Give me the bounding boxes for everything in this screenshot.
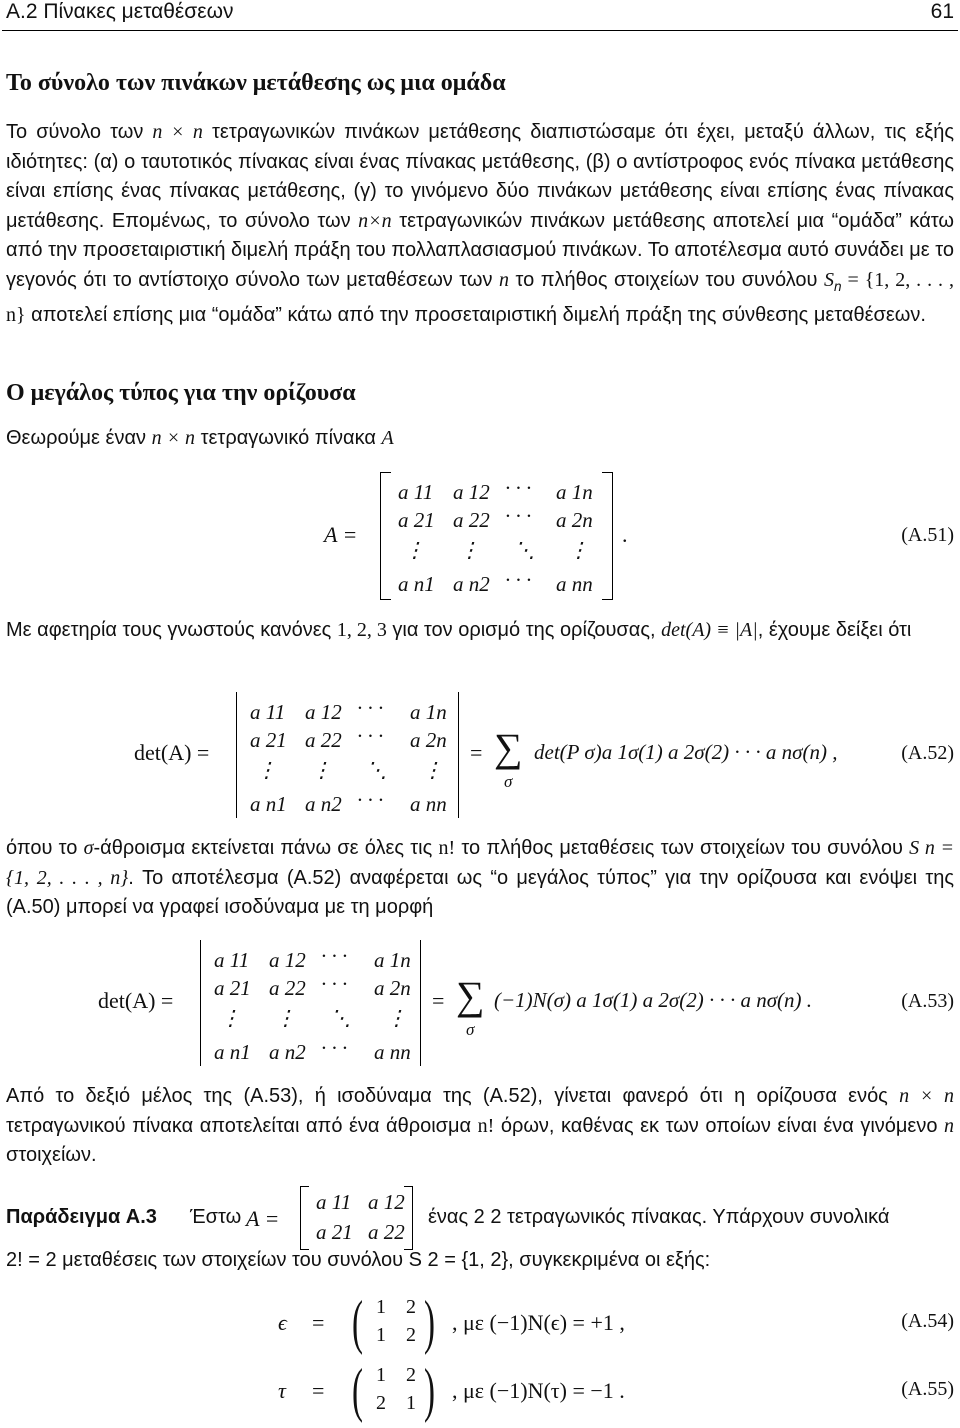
text: το πλήθος στοιχείων του συνόλου (509, 268, 824, 291)
right-bracket (602, 472, 613, 600)
matrix-cell: a 12 (368, 1190, 405, 1214)
section-title-group: Το σύνολο των πινάκων μετάθεσης ως μια ομάδα (6, 70, 506, 96)
text: . Το αποτέλεσμα (A.52) αναφέρεται ως “ο μεγάλος τύπος” για την ορίζουσα και ενόψει της (A.50) μπορεί να γραφεί ισοδύναμα με τη μορφή (6, 866, 955, 918)
matrix-cell: a 12 (305, 700, 342, 724)
math-nfact: n! (477, 1114, 495, 1137)
math-det: det(A) ≡ |A| (661, 619, 758, 641)
perm-symbol: ϵ (278, 1310, 287, 1335)
text: Θεωρούμε έναν (6, 427, 152, 449)
matrix-cell: a 22 (305, 728, 342, 752)
eq-rhs: (−1)N(σ) a 1σ(1) a 2σ(2) · · · a nσ(n) . (494, 988, 813, 1012)
perm-cell: 1 (406, 1392, 416, 1414)
matrix-cell: · · · (321, 972, 348, 996)
perm-cell: 2 (376, 1392, 386, 1414)
text: αποτελεί επίσης μια “ομάδα” κάτω από την προσεταιριστική διμελή πράξη της σύνθεσης μεταθέσεων. (25, 304, 926, 326)
text: όπου το (6, 837, 84, 859)
math-n: n (499, 268, 510, 291)
matrix-cell: a nn (374, 1040, 411, 1064)
text: , έχουμε δείξει ότι (757, 619, 912, 641)
perm-cell: 2 (406, 1296, 416, 1318)
det-bar-left (200, 940, 201, 1066)
equation-number: (A.52) (901, 742, 954, 764)
matrix-cell: a 1n (556, 480, 593, 504)
math-nxn: n × n (152, 121, 203, 143)
matrix-cell: a 1n (374, 948, 411, 972)
matrix-cell: a 11 (214, 948, 250, 972)
eq-equals: = (432, 988, 445, 1013)
text: τετραγωνικό πίνακα (195, 427, 382, 449)
paragraph-sigma-sum (6, 834, 954, 923)
matrix-cell: a n2 (305, 792, 342, 816)
matrix-cell: a n1 (214, 1040, 251, 1064)
math-nxn: n × n (899, 1085, 955, 1107)
matrix-cell: a 12 (269, 948, 306, 972)
matrix-cell: a nn (410, 792, 447, 816)
matrix-cell: a 21 (398, 508, 435, 532)
paragraph-rules (6, 616, 954, 646)
math-set: = {1, 2, . . . , n} (6, 268, 954, 326)
matrix-cell: a 2n (374, 976, 411, 1000)
perm-cell: 1 (376, 1324, 386, 1346)
det-bar-right (458, 692, 459, 818)
math-n: n (944, 1114, 954, 1137)
text: τετραγωνικών πινάκων μετάθεσης αποτελεί μια “ομάδα” κάτω από την προσεταιριστική διμελή πράξη του πολλαπλασιασμού πινάκων. Το αποτέλεσμα αυτό συνάδει με το γεγονός ότι το αντίστοιχο σύνολο των μεταθέσεων των (6, 209, 954, 291)
equation-number: (A.53) (901, 990, 954, 1012)
sum-symbol: ∑ (456, 973, 485, 1018)
running-header (2, 0, 958, 31)
math-nxn: n × n (151, 427, 196, 449)
equation-number: (A.51) (901, 524, 954, 546)
text: Το σύνολο των (6, 121, 153, 143)
math-A-eq: A = (246, 1206, 280, 1231)
eq-dot: . (622, 522, 628, 547)
matrix-cell: · · · (321, 1036, 348, 1060)
equation-number: (A.55) (901, 1378, 954, 1400)
text: για τον ορισμό της ορίζουσας, (386, 619, 662, 641)
text: 2! = 2 μεταθέσεις των στοιχείων του συνόλου S 2 = {1, 2}, συγκεκριμένα οι εξής: (6, 1249, 711, 1271)
sum-index: σ (504, 772, 513, 791)
matrix-cell: ⋮ (386, 1006, 407, 1030)
matrix-cell: ⋱ (366, 758, 387, 782)
text: Από το δεξιό μέλος της (A.53), ή ισοδύναμα της (A.52), γίνεται φανερό ότι η ορίζουσα ενός (6, 1085, 900, 1107)
text: στοιχείων. (6, 1144, 97, 1166)
matrix-cell: · · · (357, 724, 384, 748)
sum-index: σ (466, 1020, 475, 1039)
text: όρων, καθένας εκ των οποίων είναι ένα γινόμενο (494, 1114, 944, 1137)
matrix-cell: a n2 (269, 1040, 306, 1064)
det-bar-right (420, 940, 421, 1066)
perm-cell: 1 (376, 1364, 386, 1386)
matrix-cell: ⋮ (404, 538, 425, 562)
matrix-cell: · · · (505, 504, 532, 528)
matrix-cell: ⋮ (275, 1006, 296, 1030)
left-bracket (300, 1186, 309, 1250)
matrix-cell: a 21 (316, 1220, 353, 1244)
matrix-cell: ⋮ (311, 758, 332, 782)
det-bar-left (236, 692, 237, 818)
matrix-cell: a 22 (269, 976, 306, 1000)
text: τετραγωνικού πίνακα αποτελείται από ένα άθροισμα (6, 1114, 478, 1137)
left-paren: ( (352, 1357, 363, 1423)
perm-cell: 2 (406, 1364, 416, 1386)
perm-symbol: τ (278, 1378, 286, 1403)
matrix-cell: · · · (357, 788, 384, 812)
math-rules: 1, 2, 3 (336, 619, 387, 641)
text: Έστω (190, 1206, 242, 1228)
header-section-title: A.2 Πίνακες μεταθέσεων (6, 0, 234, 23)
paragraph-intro (6, 424, 954, 454)
matrix-cell: a n2 (453, 572, 490, 596)
paragraph-group (6, 118, 954, 331)
eq-lhs: det(A) = (98, 988, 174, 1013)
text: -άθροισμα εκτείνεται πάνω σε όλες τις (93, 837, 439, 859)
matrix-cell: a 11 (316, 1190, 352, 1214)
matrix-cell: · · · (505, 476, 532, 500)
matrix-cell: a 11 (250, 700, 286, 724)
matrix-cell: a n1 (250, 792, 287, 816)
eq-rhs: det(P σ)a 1σ(1) a 2σ(2) · · · a nσ(n) , (534, 740, 838, 764)
matrix-cell: a 21 (214, 976, 251, 1000)
matrix-cell: a 1n (410, 700, 447, 724)
right-paren: ) (424, 1357, 435, 1423)
math-nfact: n! (438, 837, 456, 859)
matrix-cell: a 2n (410, 728, 447, 752)
matrix-cell: a 22 (453, 508, 490, 532)
eq-lhs: A = (324, 522, 358, 547)
eq-lhs: det(A) = (134, 740, 210, 765)
eq-equals: = (470, 740, 483, 765)
right-bracket (404, 1186, 413, 1250)
perm-cell: 2 (406, 1324, 416, 1346)
equation-number: (A.54) (901, 1310, 954, 1332)
matrix-cell: ⋱ (330, 1006, 351, 1030)
eq-rhs: , με (−1)N(ϵ) = +1 , (452, 1310, 625, 1335)
matrix-cell: a 22 (368, 1220, 405, 1244)
matrix-cell: a 2n (556, 508, 593, 532)
text: Με αφετηρία τους γνωστούς κανόνες (6, 619, 337, 641)
left-bracket (380, 472, 391, 600)
matrix-cell: a 11 (398, 480, 434, 504)
matrix-cell: ⋮ (568, 538, 589, 562)
matrix-cell: · · · (357, 696, 384, 720)
section-title-determinant: Ο μεγάλος τύπος για την ορίζουσα (6, 380, 356, 406)
math-nxn: n×n (358, 209, 392, 232)
matrix-cell: ⋮ (459, 538, 480, 562)
text: τετραγωνικών πινάκων μετάθεσης διαπιστώσαμε ότι έχει, μεταξύ άλλων, τις εξής ιδιότητες: (α) ο ταυτοτικός πίνακας είναι ένας πίνακας μετάθεσης, (β) ο αντίστροφος ενός πίνακα μετάθεσης είναι επίσης ένας πίνακας μετάθεσης, (γ) το γινόμενο δύο πινάκων μετάθεσης είναι επίσης ένας πίνακας μετάθεσης. Επομένως, το σύνολο των (6, 121, 954, 232)
matrix-cell: · · · (321, 944, 348, 968)
math-S: S (824, 268, 834, 291)
math-A: A (381, 427, 394, 449)
text: το πλήθος μεταθέσεις των στοιχείων του συνόλου (455, 837, 910, 859)
paragraph-nfact-terms (6, 1082, 954, 1171)
matrix-cell: a n1 (398, 572, 435, 596)
eq-rhs: , με (−1)N(τ) = −1 . (452, 1378, 625, 1403)
matrix-cell: a 12 (453, 480, 490, 504)
matrix-cell: a 21 (250, 728, 287, 752)
eq-equals: = (312, 1310, 325, 1335)
matrix-cell: ⋮ (220, 1006, 241, 1030)
example-label: Παράδειγμα A.3 (6, 1206, 157, 1228)
right-paren: ) (424, 1289, 435, 1355)
math-sigma: σ (83, 837, 94, 859)
matrix-cell: a nn (556, 572, 593, 596)
matrix-cell: ⋱ (514, 538, 535, 562)
text: ένας 2 2 τετραγωνικός πίνακας. Υπάρχουν συνολικά (428, 1206, 890, 1228)
matrix-cell: ⋮ (256, 758, 277, 782)
matrix-cell: · · · (505, 568, 532, 592)
sum-symbol: ∑ (494, 725, 523, 770)
perm-cell: 1 (376, 1296, 386, 1318)
left-paren: ( (352, 1289, 363, 1355)
page-number: 61 (930, 0, 954, 23)
math-sub: n (834, 278, 842, 294)
eq-equals: = (312, 1378, 325, 1403)
math-Sn: S n = {1, 2, . . . , n} (6, 837, 954, 889)
matrix-cell: ⋮ (422, 758, 443, 782)
